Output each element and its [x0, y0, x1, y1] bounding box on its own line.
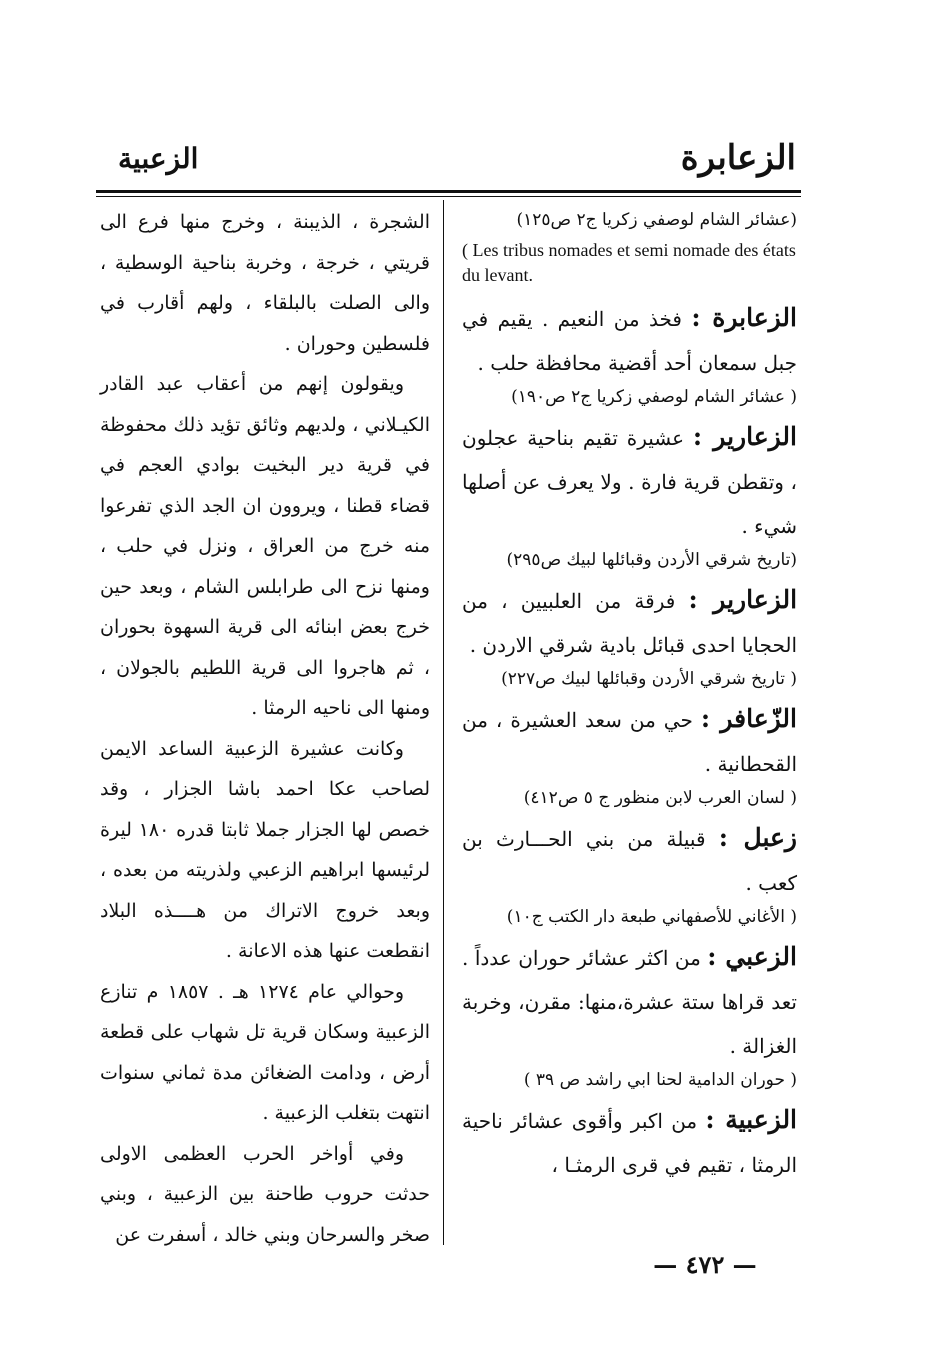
running-head-left: الزعبية — [118, 142, 199, 175]
dictionary-entry — [462, 935, 797, 1092]
header-rule-thin — [96, 196, 801, 197]
entry-text: من اكبر وأقوى عشائر ناحية الرمثا ، تقيم في قرى الرمثـا ، — [462, 1109, 797, 1177]
latin-note: ( Les tribus nomades et semi nomade des états du levant. — [462, 240, 796, 285]
citation: ( لسان العرب لابن منظور ج ٥ ص٤١٢) — [523, 788, 797, 808]
citation: ( عشائر الشام لوصفي زكريا ج٢ ص١٩٠) — [511, 387, 797, 407]
entry-text: قبيلة من بني الحـــارث بن كعب . — [462, 827, 797, 895]
entry-text: فخذ من النعيم . يقيم في جبل سمعان أحد أقضية محافظة حلب . — [462, 307, 797, 375]
citation: (تاريخ شرقي الأردن وقبائلها لبيك ص٢٩٥) — [506, 550, 797, 570]
header-rule-thick — [96, 190, 801, 193]
entry-headword: الزعبية : — [705, 1105, 798, 1134]
entry-headword: الزعابرة : — [691, 303, 797, 332]
dictionary-entry — [462, 1098, 797, 1187]
paragraph: وحوالي عام ١٢٧٤ هـ . ١٨٥٧ م تنازع الزعبية وسكان قرية تل شهاب على قطعة أرض ، ودامت الضغائن مدة ثماني سنوات انتهت بتغلب الزعبية . — [100, 980, 430, 1124]
entry-headword: زعبل : — [718, 823, 798, 852]
citation: ( تاريخ شرقي الأردن وقبائلها لبيك ص٢٢٧) — [501, 669, 797, 689]
paragraph: الشجرة ، الذيبنة ، وخرج منها فرع الى قريتي ، خرجة ، وخربة بناحية الوسطية ، والى الصلت بالبلقاء ، ولهم أقارب في فلسطين وحوران . — [100, 211, 430, 355]
right-column — [462, 208, 797, 1187]
entry-text: عشيرة تقيم بناحية عجلون ، وتقطن قرية فارة . ولا يعرف عن أصلها شيء . — [462, 426, 797, 538]
entry-headword: الزعارير : — [688, 585, 798, 614]
entry-headword: الزعبي : — [707, 942, 797, 971]
entry-text: فرقة من العلبيين ، من الحجايا احدى قبائل بادية شرقي الاردن . — [462, 589, 797, 657]
paragraph: وكانت عشيرة الزعبية الساعد الايمن لصاحب عكا احمد باشا الجزار ، وقد خصص لها الجزار جملا ثابتا قدره ١٨٠ ليرة لرئيسها ابراهيم الزعبي ولذريته من بعده ، وبعد خروج الاتراك من هــــذه البلاد انقطعت عنها هذه الاعانة . — [100, 737, 431, 962]
paragraph: وفي أواخر الحرب العظمى الاولى حدثت حروب طاحنة بين الزعبية ، وبني صخر والسرحان وبني خالد ، أسفرت عن — [100, 1142, 430, 1246]
column-divider — [443, 200, 444, 1245]
dictionary-entry — [462, 415, 797, 572]
dictionary-entry — [462, 296, 797, 409]
citation: (عشائر الشام لوصفي زكريا ج٢ ص١٢٥) — [516, 210, 797, 230]
citation: ( الأغاني للأصفهاني طبعة دار الكتب ج١٠) — [506, 907, 797, 927]
entry-text: حي من سعد العشيرة ، من القحطانية . — [462, 708, 797, 776]
entry-text: من اكثر عشائر حوران عدداً . تعد قراها ستة عشرة،منها: مقرن، وخربة الغزالة . — [462, 946, 797, 1058]
running-head-right: الزعابرة — [680, 138, 796, 178]
running-head — [96, 138, 796, 188]
dictionary-entry — [462, 578, 797, 691]
left-column — [100, 202, 430, 1255]
dictionary-entry — [462, 816, 797, 929]
citation: ( حوران الدامية لحنا ابي راشد ص ٣٩ ) — [523, 1070, 797, 1090]
entry-headword: الزعارير : — [692, 422, 797, 451]
entry-headword: الزّعافر : — [700, 704, 797, 733]
paragraph: ويقولون إنهم من أعقاب عبد القادر الكيـلاني ، ولديهم وثائق تؤيد ذلك محفوظة في قرية دير البخيت بوادي العجم في قضاء قطنا ، ويروون ان الجد الذي تفرعوا منه خرج من العراق ، ونزل في حلب ، ومنها نزح الى طرابلس الشام ، وبعد حين خرج بعض ابنائه الى قرية السهوة بحوران ، ثم هاجروا الى قرية اللطيم بالجولان ، ومنها الى ناحيه الرمثا . — [100, 373, 430, 719]
page-number: — ٤٧٢ — — [653, 1250, 757, 1279]
dictionary-entry — [462, 697, 797, 810]
